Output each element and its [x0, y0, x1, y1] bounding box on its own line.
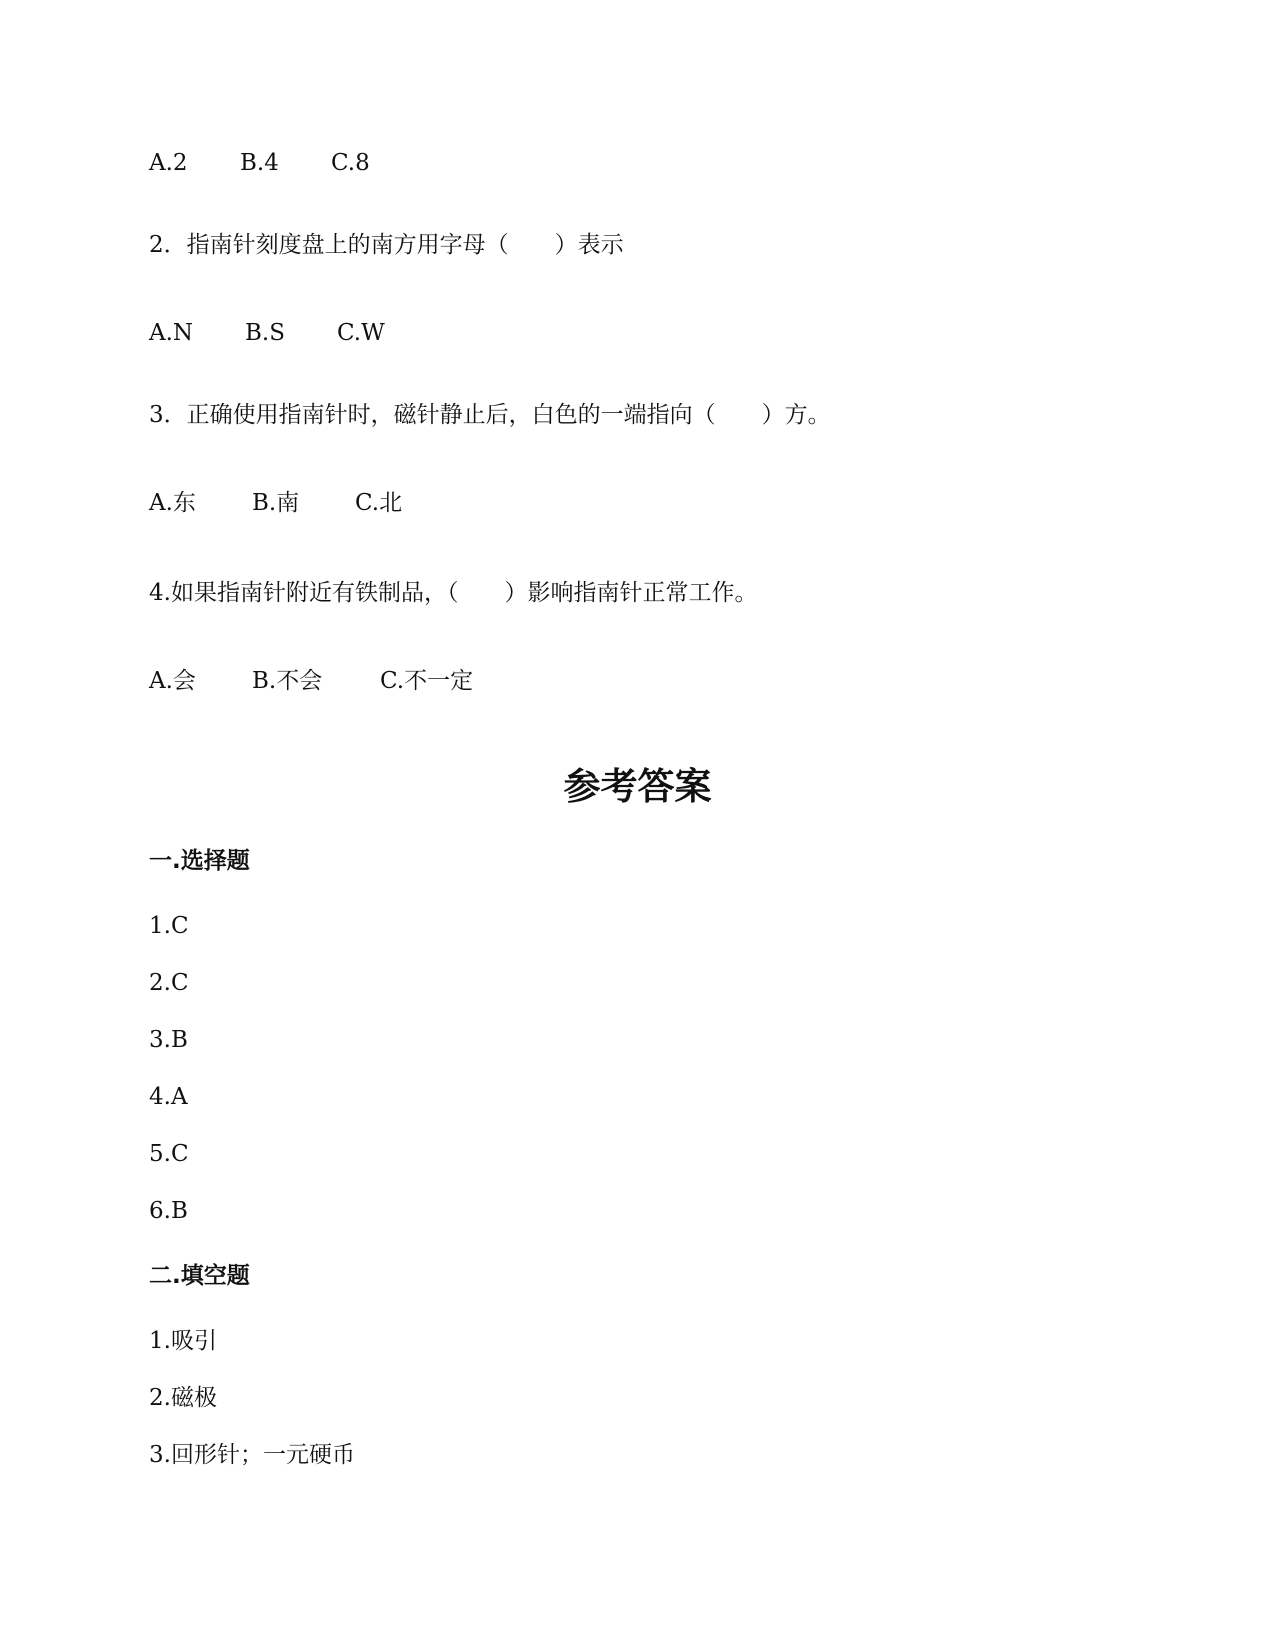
- fill-answer-2: 2.磁极: [149, 1385, 217, 1411]
- choice-answer-4: 4.A: [149, 1084, 188, 1110]
- section-heading-fill: 二.填空题: [149, 1263, 250, 1289]
- q1-options: [149, 152, 370, 175]
- q2-option-a: A.N: [149, 320, 194, 346]
- q2-option-c: C.W: [337, 320, 385, 346]
- q1-option-a: A.2: [149, 150, 188, 176]
- question-3: 3．正确使用指南针时，磁针静止后，白色的一端指向（ ）方。: [149, 402, 831, 428]
- q4-option-b: B.不会: [252, 668, 323, 694]
- choice-answer-6: 6.B: [149, 1198, 188, 1224]
- q4-option-c: C.不一定: [380, 668, 474, 694]
- q4-option-a: A.会: [149, 668, 196, 694]
- fill-answer-1: 1.吸引: [149, 1328, 217, 1354]
- choice-answer-3: 3.B: [149, 1027, 188, 1053]
- answer-key-title: 参考答案: [563, 765, 712, 808]
- choice-answer-1: 1.C: [149, 913, 189, 939]
- q3-option-b: B.南: [252, 490, 300, 516]
- q3-option-c: C.北: [355, 490, 403, 516]
- section-heading-choice: 一.选择题: [149, 848, 250, 874]
- q4-options: [149, 670, 473, 693]
- question-4: 4.如果指南针附近有铁制品，（ ）影响指南针正常工作。: [149, 580, 758, 606]
- fill-answer-3: 3.回形针；一元硬币: [149, 1442, 355, 1468]
- q3-options: [149, 492, 402, 515]
- choice-answer-2: 2.C: [149, 970, 189, 996]
- q2-options: [149, 322, 385, 345]
- choice-answer-5: 5.C: [149, 1141, 189, 1167]
- q1-option-c: C.8: [331, 150, 370, 176]
- q1-option-b: B.4: [240, 150, 279, 176]
- q3-option-a: A.东: [149, 490, 196, 516]
- question-2: 2．指南针刻度盘上的南方用字母（ ）表示: [149, 232, 624, 258]
- q2-option-b: B.S: [245, 320, 285, 346]
